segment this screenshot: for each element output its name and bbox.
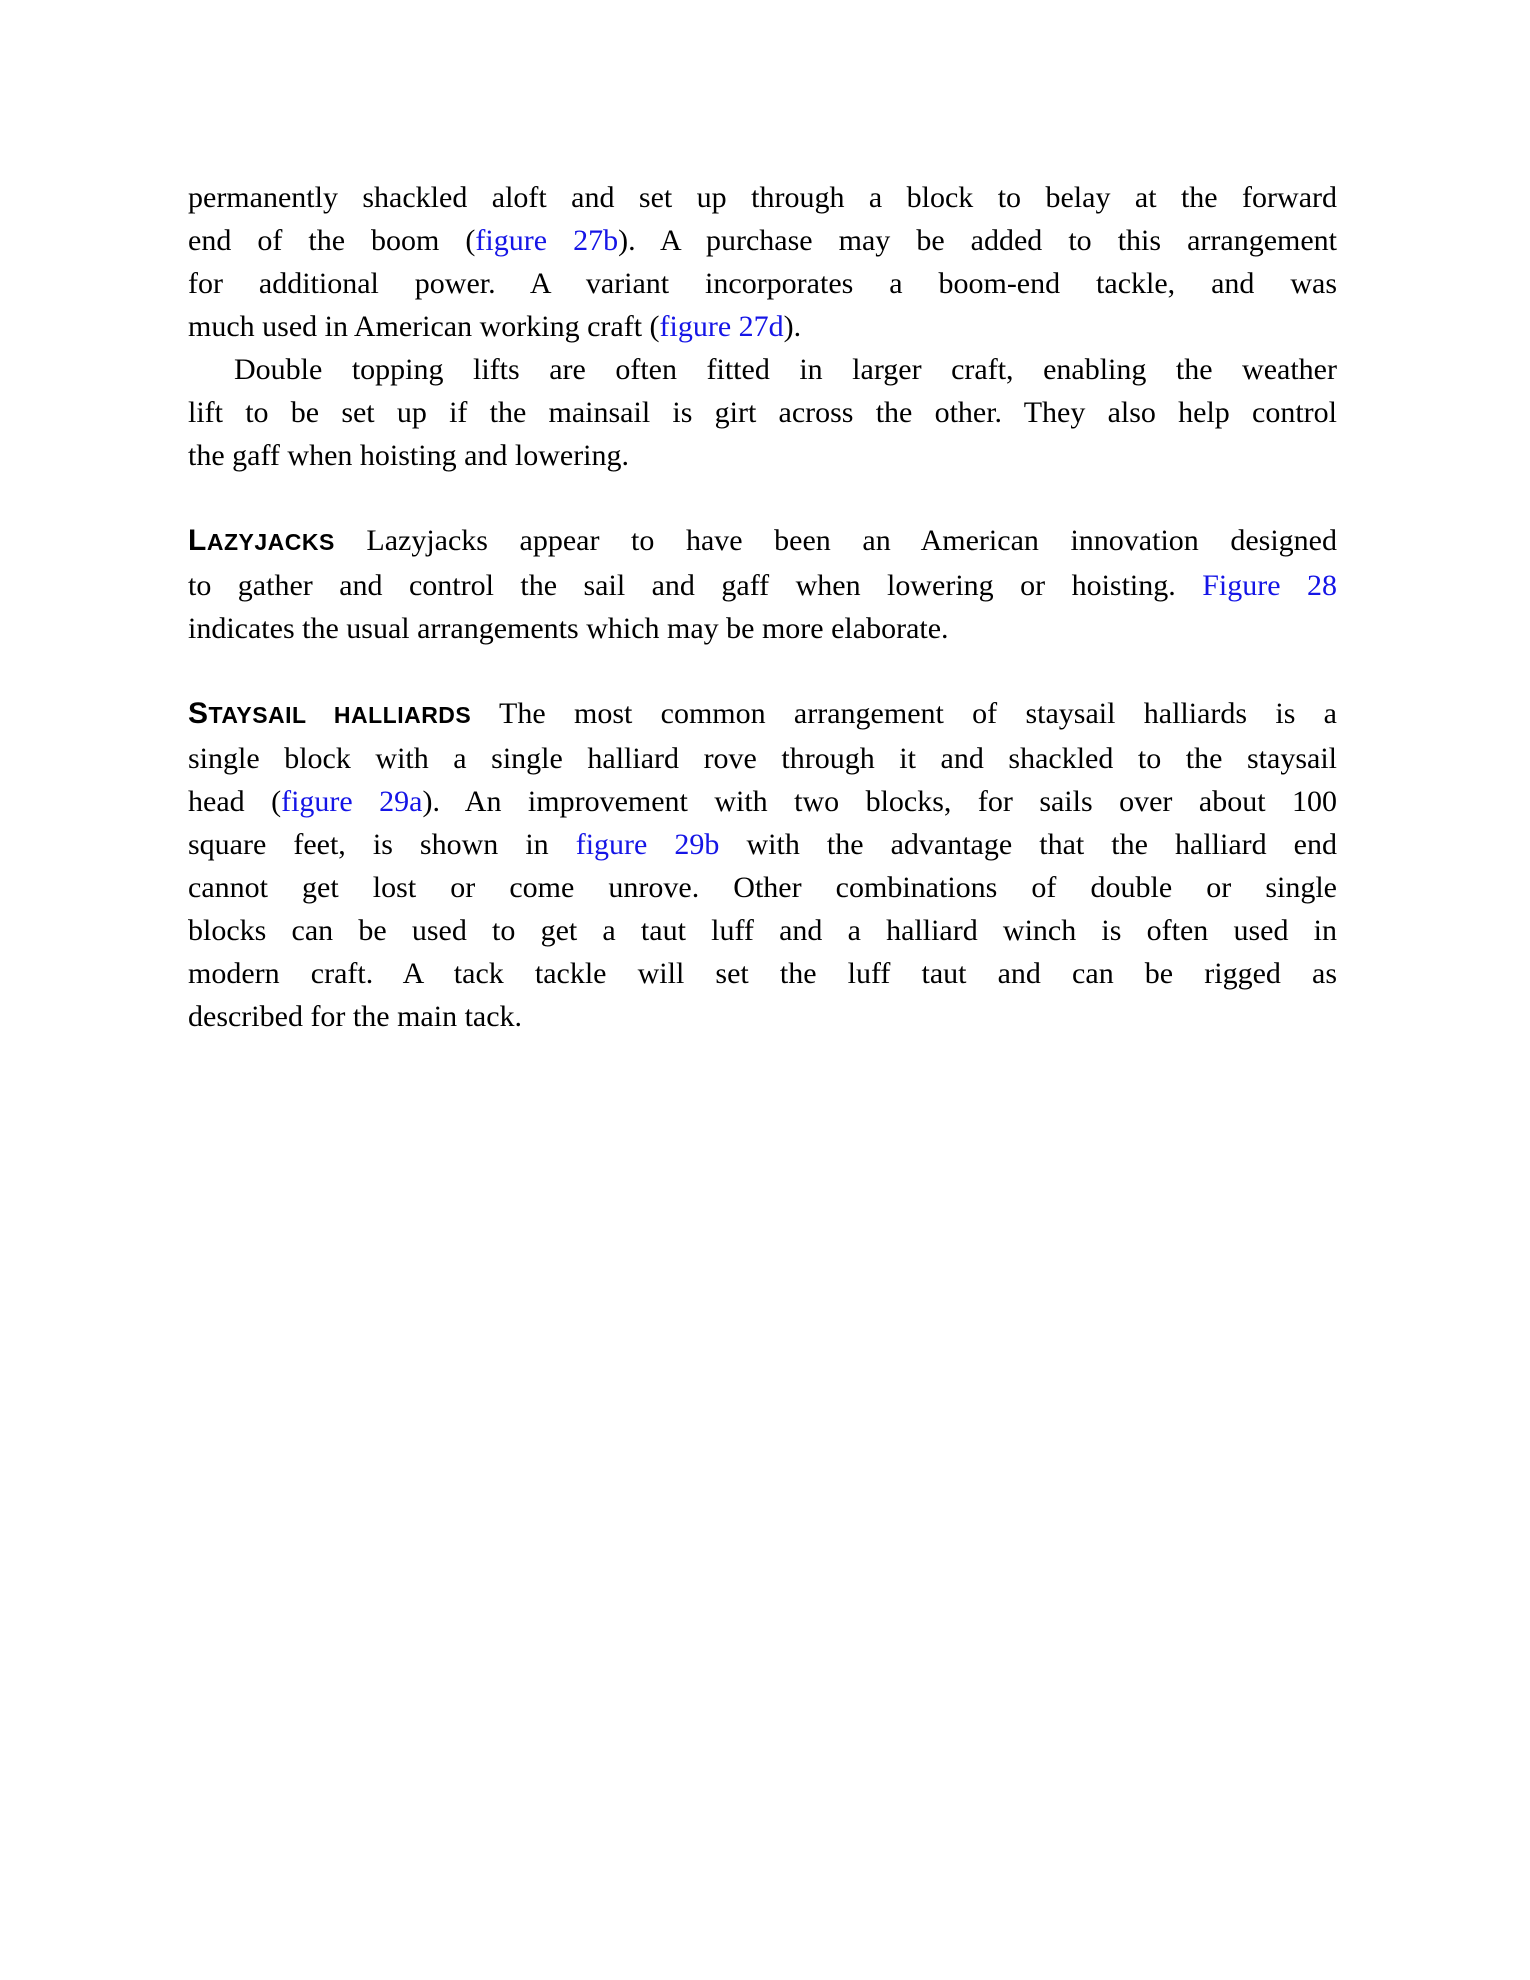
text-line xyxy=(188,995,1337,1038)
body-text: much used in American working craft ( xyxy=(188,310,660,343)
body-text: The most common arrangement of staysail halliards is a xyxy=(471,697,1337,730)
body-text: with the advantage that the halliard end xyxy=(719,828,1338,861)
paragraph-double-topping-lifts xyxy=(188,348,1337,477)
body-text: single block with a single halliard rove through it and shackled to the staysail xyxy=(188,742,1337,775)
section-heading xyxy=(188,697,471,730)
paragraph-lazyjacks xyxy=(188,519,1337,650)
text-line xyxy=(188,219,1337,262)
text-line xyxy=(188,952,1337,995)
text-line xyxy=(188,348,1337,391)
body-text: described for the main tack. xyxy=(188,1000,523,1033)
body-text: ). xyxy=(783,310,802,343)
body-text: permanently shackled aloft and set up through a block to belay at the forward xyxy=(188,181,1337,214)
body-text: indicates the usual arrangements which may be more elaborate. xyxy=(188,612,949,645)
body-text: blocks can be used to get a taut luff and a halliard winch is often used in xyxy=(188,914,1337,947)
text-line xyxy=(188,305,1337,348)
body-text: the gaff when hoisting and lowering. xyxy=(188,439,630,472)
text-block xyxy=(188,176,1337,1038)
figure-link[interactable]: Figure 28 xyxy=(1202,569,1337,602)
section-heading-rest: AZYJACKS xyxy=(206,529,335,555)
text-line xyxy=(188,434,1337,477)
text-line xyxy=(188,391,1337,434)
text-line xyxy=(188,823,1337,866)
body-text: end of the boom ( xyxy=(188,224,476,257)
body-text: Double topping lifts are often fitted in larger craft, enabling the weather xyxy=(234,353,1337,386)
body-text: Lazyjacks appear to have been an American innovation designed xyxy=(334,524,1337,557)
section-heading-initial: S xyxy=(188,697,209,730)
body-text: modern craft. A tack tackle will set the luff taut and can be rigged as xyxy=(188,957,1337,990)
text-line xyxy=(188,262,1337,305)
section-heading xyxy=(188,524,335,557)
text-line xyxy=(188,607,1337,650)
figure-link[interactable]: figure 27d xyxy=(659,310,784,343)
body-text: square feet, is shown in xyxy=(188,828,576,861)
figure-link[interactable]: figure 29a xyxy=(281,785,423,818)
body-text: lift to be set up if the mainsail is girt across the other. They also help control xyxy=(188,396,1337,429)
text-line xyxy=(188,780,1337,823)
paragraph-staysail-halliards xyxy=(188,692,1337,1038)
text-line xyxy=(188,176,1337,219)
section-heading-initial: L xyxy=(188,524,207,557)
text-line xyxy=(188,866,1337,909)
text-line xyxy=(188,909,1337,952)
text-line xyxy=(188,519,1337,564)
section-heading-rest: TAYSAIL HALLIARDS xyxy=(208,702,472,728)
figure-link[interactable]: figure 27b xyxy=(475,224,619,257)
text-line xyxy=(188,692,1337,737)
body-text: to gather and control the sail and gaff when lowering or hoisting. xyxy=(188,569,1203,602)
body-text: cannot get lost or come unrove. Other combinations of double or single xyxy=(188,871,1337,904)
body-text: ). A purchase may be added to this arrangement xyxy=(618,224,1337,257)
body-text: ). An improvement with two blocks, for sails over about 100 xyxy=(422,785,1337,818)
text-line xyxy=(188,564,1337,607)
paragraph-topping-lift xyxy=(188,176,1337,348)
body-text: head ( xyxy=(188,785,282,818)
body-text: for additional power. A variant incorporates a boom-end tackle, and was xyxy=(188,267,1337,300)
figure-link[interactable]: figure 29b xyxy=(575,828,720,861)
text-line xyxy=(188,737,1337,780)
